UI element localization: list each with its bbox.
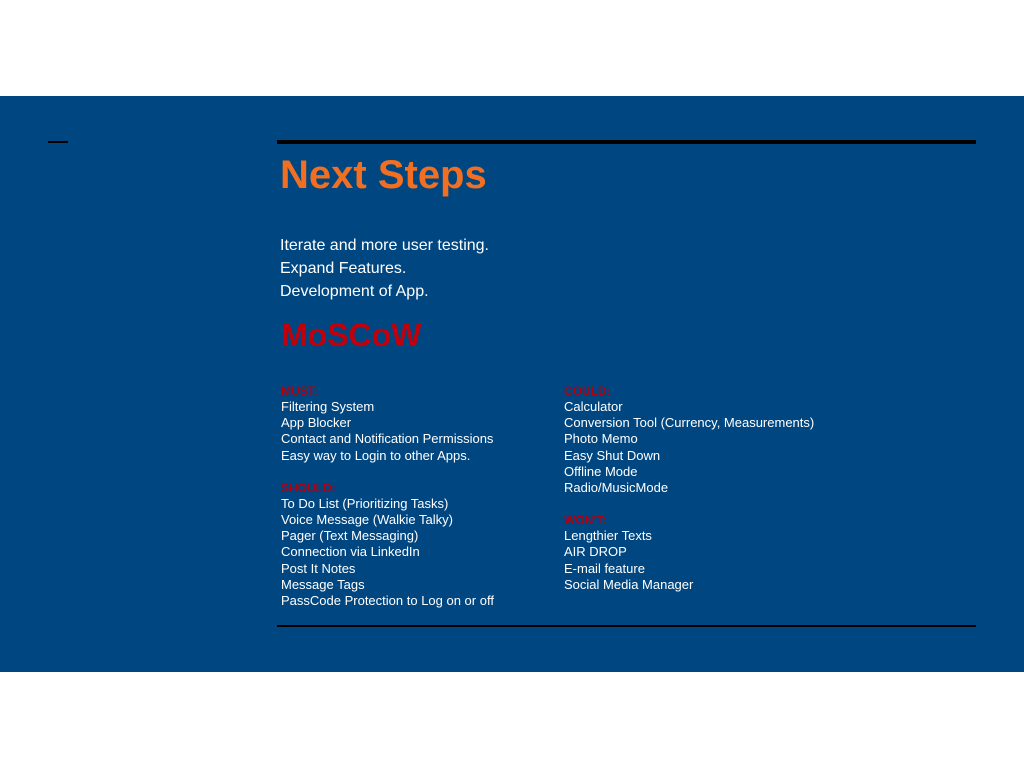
list-item: Post It Notes (281, 560, 356, 576)
could-group (564, 383, 814, 496)
list-item: E-mail feature (564, 560, 645, 576)
could-heading: COULD: (564, 384, 611, 398)
list-item: Photo Memo (564, 431, 638, 447)
list-item: Social Media Manager (564, 576, 694, 592)
wont-heading: WON'T: (564, 513, 607, 528)
step-item: Expand Features. (280, 260, 407, 277)
should-heading: SHOULD: (281, 480, 336, 495)
list-item: AIR DROP (564, 544, 627, 560)
slide (0, 96, 1024, 672)
list-item: Offline Mode (564, 463, 638, 479)
wont-group (564, 512, 814, 593)
list-item: Contact and Notification Permissions (281, 431, 494, 447)
could-list (564, 399, 814, 496)
step-item: Development of App. (280, 283, 429, 300)
should-list (281, 496, 494, 609)
list-item: Radio/MusicMode (564, 480, 669, 496)
list-item: Easy way to Login to other Apps. (281, 447, 471, 463)
moscow-left-column (281, 383, 494, 625)
list-item: PassCode Protection to Log on or off (281, 593, 494, 609)
list-item: Message Tags (281, 576, 365, 592)
bottom-rule (277, 625, 976, 627)
list-item: Easy Shut Down (564, 447, 661, 463)
must-group (281, 383, 494, 464)
list-item: Conversion Tool (Currency, Measurements) (564, 415, 815, 431)
list-item: Filtering System (281, 399, 375, 414)
list-item: Lengthier Texts (564, 528, 652, 544)
corner-dash (48, 141, 68, 143)
list-item: Calculator (564, 399, 623, 414)
list-item: Voice Message (Walkie Talky) (281, 512, 453, 528)
moscow-title: MoSCoW (281, 317, 422, 353)
list-item: App Blocker (281, 415, 352, 431)
list-item: Pager (Text Messaging) (281, 528, 419, 544)
must-list (281, 399, 494, 464)
wont-list (564, 528, 814, 593)
list-item: Connection via LinkedIn (281, 544, 420, 560)
next-steps-list (280, 234, 489, 303)
should-group (281, 480, 494, 609)
slide-title: Next Steps (280, 153, 487, 197)
moscow-right-column (564, 383, 814, 609)
must-heading: MUST: (281, 384, 318, 398)
step-item: Iterate and more user testing. (280, 237, 489, 254)
top-rule (277, 140, 976, 144)
list-item: To Do List (Prioritizing Tasks) (281, 495, 449, 511)
